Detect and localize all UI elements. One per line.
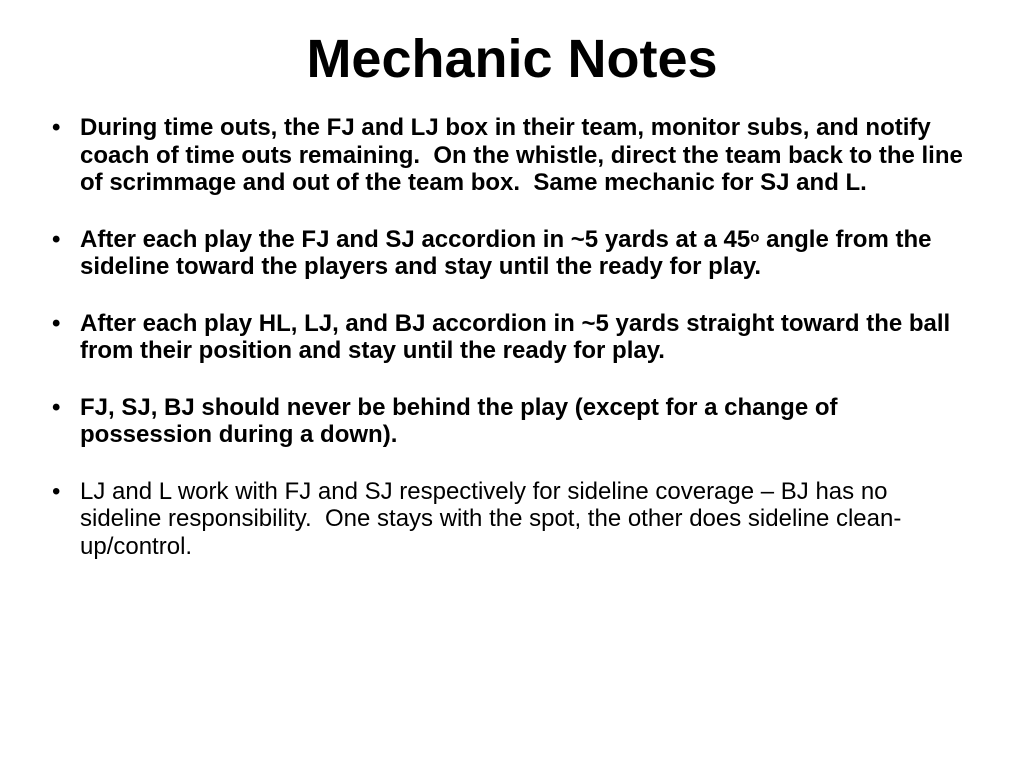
slide-title: Mechanic Notes — [306, 29, 718, 89]
bullet-dot: • — [52, 114, 61, 141]
bullet-item-1 — [52, 114, 972, 197]
bullet-text — [80, 226, 938, 281]
bullet-list — [52, 114, 972, 587]
bullet-dot: • — [52, 225, 61, 253]
bullet-item-4 — [52, 394, 972, 449]
bullet-dot: • — [52, 393, 61, 421]
bullet-text: LJ and L work with FJ and SJ respectively for sideline coverage – BJ has no sideline responsibility. One stays with the spot, the other does sideline clean-up/control. — [80, 477, 902, 560]
bullet-text-after: angle from the sideline toward the players and stay until the ready for play. — [80, 225, 939, 280]
bullet-item-5 — [52, 478, 972, 561]
degree-superscript: o — [750, 228, 760, 246]
bullet-text: After each play HL, LJ, and BJ accordion in ~5 yards straight toward the ball from their position and stay until the ready for play. — [80, 309, 957, 364]
bullet-dot: • — [52, 477, 61, 505]
bullet-text: FJ, SJ, BJ should never be behind the play (except for a change of possession during a down). — [80, 393, 845, 448]
bullet-text-before: After each play the FJ and SJ accordion in ~5 yards at a 45 — [80, 225, 751, 253]
bullet-item-2 — [52, 226, 972, 281]
bullet-item-3 — [52, 310, 972, 365]
bullet-text: During time outs, the FJ and LJ box in their team, monitor subs, and notify coach of time outs remaining. On the whistle, direct the team back to the line of scrimmage and out of the team box. Same mechanic for SJ and L. — [80, 114, 970, 196]
bullet-dot: • — [52, 309, 61, 337]
